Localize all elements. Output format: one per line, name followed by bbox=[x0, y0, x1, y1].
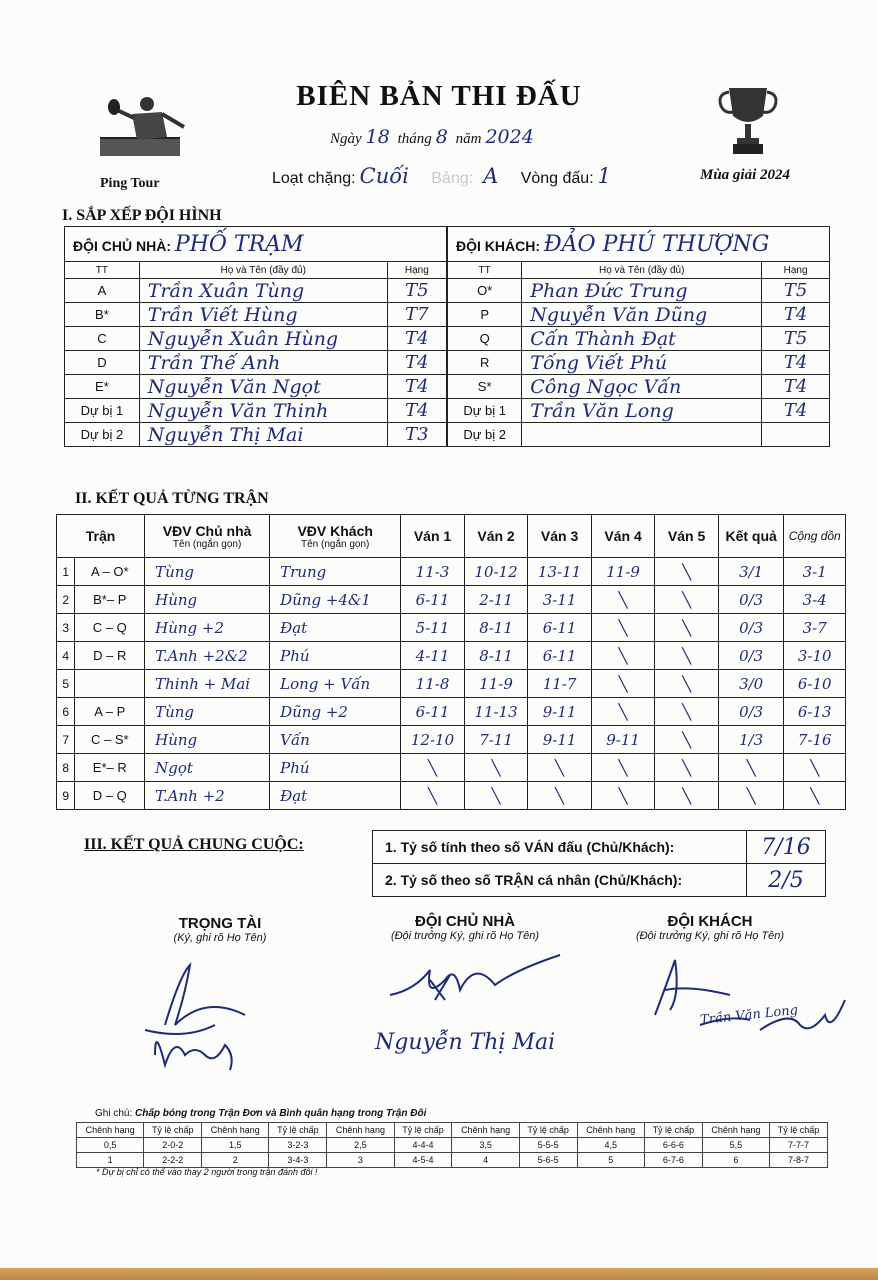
score-g3: 6-11 bbox=[528, 614, 592, 642]
lineup-row bbox=[65, 327, 830, 351]
score-g4 bbox=[591, 698, 655, 726]
score-g3: 3-11 bbox=[528, 586, 592, 614]
home-signature-block: ĐỘI CHỦ NHÀ (Đội trưởng Ký, ghi rõ Họ Tên) bbox=[390, 913, 540, 942]
table-surface bbox=[0, 1268, 878, 1280]
empty-mark: ╲ bbox=[618, 674, 628, 693]
score-g5 bbox=[655, 698, 719, 726]
handicap-cell: 4,5 bbox=[577, 1138, 644, 1153]
match-number: 7 bbox=[57, 726, 75, 754]
score-g3 bbox=[528, 782, 592, 810]
round-value: 1 bbox=[597, 164, 612, 188]
lineup-table: ĐỘI CHỦ NHÀ: PHỐ TRẠM ĐỘI KHÁCH: ĐẢO PHÚ THƯỢNG TT Họ và Tên (đầy đủ) Hạng TT Họ và Tên (đầy đủ) Hạng A Trần Xuân Tùng T5 O* Phan Đức Trung T5 B* Trần Viết Hùng T7 P Nguyễn Văn Dũng T4 C Nguyễn Xuân Hùng T4 Q Cấn Thành Đạt T5 D Trần Thế Anh T4 R Tống Viết Phú T4 E* Nguyễn Văn Ngọt T4 S* Công Ngọc Vấn T4 Dự bị 1 Nguyễn Văn Thinh T4 Dự bị 1 Trần Văn Long T4 Dự bị 2 Nguyễn Thị Mai T3 Dự bị 2 bbox=[64, 226, 830, 447]
score-c: 7-16 bbox=[784, 726, 846, 754]
score-r bbox=[718, 754, 784, 782]
score-c bbox=[784, 782, 846, 810]
empty-mark: ╲ bbox=[491, 786, 501, 805]
season-label: Mùa giải 2024 bbox=[700, 167, 791, 183]
away-slot: R bbox=[447, 351, 522, 375]
home-player-rank: T7 bbox=[387, 303, 447, 327]
score-g2: 10-12 bbox=[464, 558, 528, 586]
rank-diff-header: Chênh hạng bbox=[577, 1123, 644, 1138]
score-g1: 6-11 bbox=[401, 698, 465, 726]
away-player-name bbox=[522, 423, 762, 447]
handicap-cell: 2 bbox=[202, 1153, 269, 1168]
notes-caption: Chấp bóng trong Trận Đơn và Bình quân hạng trong Trận Đôi bbox=[135, 1108, 427, 1119]
score-r bbox=[718, 782, 784, 810]
final-games-value: 7/16 bbox=[747, 831, 826, 864]
score-g2: 8-11 bbox=[464, 614, 528, 642]
score-g2: 8-11 bbox=[464, 642, 528, 670]
home-player-short: Ngọt bbox=[145, 754, 270, 782]
score-r: 0/3 bbox=[718, 698, 784, 726]
home-team-name: PHỐ TRẠM bbox=[174, 231, 304, 257]
logo-text: Ping Tour bbox=[100, 176, 160, 191]
lineup-row bbox=[65, 303, 830, 327]
handicap-cell: 1,5 bbox=[202, 1138, 269, 1153]
empty-mark: ╲ bbox=[682, 730, 692, 749]
away-player-short: Trung bbox=[270, 558, 401, 586]
away-player-rank: T4 bbox=[762, 399, 830, 423]
handicap-header-row bbox=[77, 1123, 828, 1138]
handicap-cell: 5-6-5 bbox=[519, 1153, 577, 1168]
home-player-rank: T4 bbox=[387, 351, 447, 375]
handicap-row bbox=[77, 1138, 828, 1153]
lineup-section-title: I. SẮP XẾP ĐỘI HÌNH bbox=[62, 207, 222, 224]
match-pairing: C – S* bbox=[75, 726, 145, 754]
day-value: 18 bbox=[365, 126, 390, 148]
handicap-row bbox=[77, 1153, 828, 1168]
away-captain-name: Trần Văn Long bbox=[699, 1002, 799, 1029]
home-player-rank: T4 bbox=[387, 375, 447, 399]
score-r: 3/1 bbox=[718, 558, 784, 586]
table-value: A bbox=[483, 164, 499, 188]
score-g4 bbox=[591, 782, 655, 810]
score-g4 bbox=[591, 670, 655, 698]
score-g1: 11-3 bbox=[401, 558, 465, 586]
match-row bbox=[57, 614, 846, 642]
home-player-name: Trần Xuân Tùng bbox=[139, 279, 387, 303]
score-g2 bbox=[464, 754, 528, 782]
match-number: 8 bbox=[57, 754, 75, 782]
match-row bbox=[57, 698, 846, 726]
empty-mark: ╲ bbox=[810, 786, 820, 805]
match-pairing: C – Q bbox=[75, 614, 145, 642]
away-player-short: Long + Vấn bbox=[270, 670, 401, 698]
home-player-name: Nguyễn Văn Ngọt bbox=[139, 375, 387, 399]
score-g4 bbox=[591, 754, 655, 782]
match-number: 3 bbox=[57, 614, 75, 642]
handicap-cell: 7-8-7 bbox=[770, 1153, 828, 1168]
score-r: 0/3 bbox=[718, 614, 784, 642]
home-player-name: Nguyễn Thị Mai bbox=[139, 423, 387, 447]
rank-diff-header: Chênh hạng bbox=[77, 1123, 144, 1138]
match-number: 4 bbox=[57, 642, 75, 670]
handicap-cell: 1 bbox=[77, 1153, 144, 1168]
score-g4 bbox=[591, 614, 655, 642]
away-player-rank: T5 bbox=[762, 327, 830, 351]
stage-value: Cuối bbox=[359, 164, 409, 188]
score-c: 3-7 bbox=[784, 614, 846, 642]
match-row bbox=[57, 782, 846, 810]
handicap-header: Tỷ lệ chấp bbox=[269, 1123, 327, 1138]
handicap-header: Tỷ lệ chấp bbox=[394, 1123, 452, 1138]
home-player-name: Trần Thế Anh bbox=[139, 351, 387, 375]
home-player-name: Nguyễn Văn Thinh bbox=[139, 399, 387, 423]
score-g2: 7-11 bbox=[464, 726, 528, 754]
away-player-name: Phan Đức Trung bbox=[522, 279, 762, 303]
rank-diff-header: Chênh hạng bbox=[702, 1123, 769, 1138]
lineup-row bbox=[65, 351, 830, 375]
score-c bbox=[784, 754, 846, 782]
score-g4 bbox=[591, 586, 655, 614]
home-player-rank: T4 bbox=[387, 327, 447, 351]
year-value: 2024 bbox=[485, 126, 534, 148]
rank-diff-header: Chênh hạng bbox=[452, 1123, 519, 1138]
referee-signature bbox=[125, 955, 265, 1075]
score-g3: 6-11 bbox=[528, 642, 592, 670]
score-g3: 9-11 bbox=[528, 726, 592, 754]
score-g5 bbox=[655, 558, 719, 586]
away-player-rank: T4 bbox=[762, 303, 830, 327]
away-player-rank: T4 bbox=[762, 375, 830, 399]
empty-mark: ╲ bbox=[682, 702, 692, 721]
away-player-short: Đạt bbox=[270, 614, 401, 642]
away-player-short: Phú bbox=[270, 754, 401, 782]
score-g4: 9-11 bbox=[591, 726, 655, 754]
home-slot: Dự bị 2 bbox=[65, 423, 140, 447]
match-pairing: B*– P bbox=[75, 586, 145, 614]
home-player-short: Hùng bbox=[145, 726, 270, 754]
empty-mark: ╲ bbox=[682, 758, 692, 777]
rank-diff-header: Chênh hạng bbox=[327, 1123, 394, 1138]
score-g1: 6-11 bbox=[401, 586, 465, 614]
handicap-cell: 4 bbox=[452, 1153, 519, 1168]
match-number: 5 bbox=[57, 670, 75, 698]
away-signature-block: ĐỘI KHÁCH (Đội trưởng Ký, ghi rõ Họ Tên) bbox=[635, 913, 785, 942]
match-pairing: A – O* bbox=[75, 558, 145, 586]
handicap-cell: 4-5-4 bbox=[394, 1153, 452, 1168]
home-slot: D bbox=[65, 351, 140, 375]
lineup-row bbox=[65, 279, 830, 303]
home-player-rank: T4 bbox=[387, 399, 447, 423]
match-number: 2 bbox=[57, 586, 75, 614]
score-g1 bbox=[401, 782, 465, 810]
handicap-cell: 4-4-4 bbox=[394, 1138, 452, 1153]
handicap-cell: 2-0-2 bbox=[144, 1138, 202, 1153]
score-g3: 11-7 bbox=[528, 670, 592, 698]
home-signature bbox=[385, 950, 565, 1010]
final-score-table bbox=[372, 830, 826, 897]
score-g5 bbox=[655, 642, 719, 670]
match-row bbox=[57, 726, 846, 754]
match-pairing: D – R bbox=[75, 642, 145, 670]
score-g1: 12-10 bbox=[401, 726, 465, 754]
match-pairing bbox=[75, 670, 145, 698]
handicap-cell: 3,5 bbox=[452, 1138, 519, 1153]
home-player-short: Hùng bbox=[145, 586, 270, 614]
home-player-name: Trần Viết Hùng bbox=[139, 303, 387, 327]
score-r: 3/0 bbox=[718, 670, 784, 698]
away-slot: O* bbox=[447, 279, 522, 303]
notes-footnote: * Dự bị chỉ có thể vào thay 2 người trong trận đánh đôi ! bbox=[96, 1167, 318, 1177]
home-player-rank: T5 bbox=[387, 279, 447, 303]
results-section-title: II. KẾT QUẢ TỪNG TRẬN bbox=[75, 490, 269, 507]
home-player-short: T.Anh +2 bbox=[145, 782, 270, 810]
empty-mark: ╲ bbox=[682, 562, 692, 581]
away-slot: Dự bị 2 bbox=[447, 423, 522, 447]
score-g5 bbox=[655, 614, 719, 642]
home-player-short: Thinh + Mai bbox=[145, 670, 270, 698]
match-number: 1 bbox=[57, 558, 75, 586]
lineup-row bbox=[65, 423, 830, 447]
handicap-cell: 6-7-6 bbox=[644, 1153, 702, 1168]
referee-signature-block: TRỌNG TÀI (Ký, ghi rõ Họ Tên) bbox=[173, 915, 267, 944]
score-g5 bbox=[655, 586, 719, 614]
handicap-cell: 2-2-2 bbox=[144, 1153, 202, 1168]
final-matches-value: 2/5 bbox=[747, 864, 826, 897]
score-g3: 13-11 bbox=[528, 558, 592, 586]
home-player-short: Tùng bbox=[145, 558, 270, 586]
home-player-rank: T3 bbox=[387, 423, 447, 447]
date-line: Ngày 18 tháng 8 năm 2024 bbox=[330, 126, 534, 148]
empty-mark: ╲ bbox=[618, 758, 628, 777]
score-c: 6-10 bbox=[784, 670, 846, 698]
handicap-cell: 6 bbox=[702, 1153, 769, 1168]
month-value: 8 bbox=[435, 126, 448, 148]
page-title: BIÊN BẢN THI ĐẤU bbox=[296, 80, 582, 112]
match-row bbox=[57, 670, 846, 698]
rank-diff-header: Chênh hạng bbox=[202, 1123, 269, 1138]
away-slot: Q bbox=[447, 327, 522, 351]
away-team-name: ĐẢO PHÚ THƯỢNG bbox=[543, 231, 770, 257]
away-player-name: Công Ngọc Vấn bbox=[522, 375, 762, 399]
empty-mark: ╲ bbox=[491, 758, 501, 777]
home-captain-name: Nguyễn Thị Mai bbox=[375, 1030, 556, 1055]
match-number: 9 bbox=[57, 782, 75, 810]
score-g2: 11-13 bbox=[464, 698, 528, 726]
away-player-short: Phú bbox=[270, 642, 401, 670]
score-g4: 11-9 bbox=[591, 558, 655, 586]
score-g5 bbox=[655, 782, 719, 810]
empty-mark: ╲ bbox=[428, 786, 438, 805]
score-c: 3-10 bbox=[784, 642, 846, 670]
away-player-name: Nguyễn Văn Dũng bbox=[522, 303, 762, 327]
score-g5 bbox=[655, 754, 719, 782]
score-g1: 4-11 bbox=[401, 642, 465, 670]
score-r: 0/3 bbox=[718, 642, 784, 670]
away-slot: Dự bị 1 bbox=[447, 399, 522, 423]
handicap-cell: 0,5 bbox=[77, 1138, 144, 1153]
final-section-title: III. KẾT QUẢ CHUNG CUỘC: bbox=[84, 836, 304, 853]
empty-mark: ╲ bbox=[618, 590, 628, 609]
empty-mark: ╲ bbox=[618, 646, 628, 665]
score-g1 bbox=[401, 754, 465, 782]
home-slot: B* bbox=[65, 303, 140, 327]
score-c: 6-13 bbox=[784, 698, 846, 726]
away-player-short: Vấn bbox=[270, 726, 401, 754]
away-player-name: Trần Văn Long bbox=[522, 399, 762, 423]
handicap-cell: 6-6-6 bbox=[644, 1138, 702, 1153]
score-c: 3-1 bbox=[784, 558, 846, 586]
handicap-cell: 5 bbox=[577, 1153, 644, 1168]
home-slot: A bbox=[65, 279, 140, 303]
score-g5 bbox=[655, 670, 719, 698]
empty-mark: ╲ bbox=[555, 758, 565, 777]
score-g2: 2-11 bbox=[464, 586, 528, 614]
notes-label: Ghi chú: Chấp bóng trong Trận Đơn và Bình quân hạng trong Trận Đôi bbox=[95, 1108, 427, 1119]
empty-mark: ╲ bbox=[555, 786, 565, 805]
match-row bbox=[57, 754, 846, 782]
score-g3: 9-11 bbox=[528, 698, 592, 726]
away-player-short: Đạt bbox=[270, 782, 401, 810]
empty-mark: ╲ bbox=[682, 590, 692, 609]
empty-mark: ╲ bbox=[618, 618, 628, 637]
away-player-rank: T5 bbox=[762, 279, 830, 303]
match-row bbox=[57, 642, 846, 670]
match-row bbox=[57, 586, 846, 614]
handicap-cell: 3-2-3 bbox=[269, 1138, 327, 1153]
match-row bbox=[57, 558, 846, 586]
home-player-name: Nguyễn Xuân Hùng bbox=[139, 327, 387, 351]
handicap-header: Tỷ lệ chấp bbox=[144, 1123, 202, 1138]
away-signature bbox=[650, 955, 850, 1050]
empty-mark: ╲ bbox=[746, 786, 756, 805]
away-player-rank bbox=[762, 423, 830, 447]
lineup-row bbox=[65, 399, 830, 423]
home-player-short: Tùng bbox=[145, 698, 270, 726]
handicap-header: Tỷ lệ chấp bbox=[644, 1123, 702, 1138]
handicap-table bbox=[76, 1122, 828, 1168]
score-g3 bbox=[528, 754, 592, 782]
match-pairing: E*– R bbox=[75, 754, 145, 782]
empty-mark: ╲ bbox=[682, 674, 692, 693]
final-games-label: 1. Tỷ số tính theo số VÁN đấu (Chủ/Khách): bbox=[373, 831, 747, 864]
empty-mark: ╲ bbox=[618, 786, 628, 805]
handicap-cell: 3 bbox=[327, 1153, 394, 1168]
handicap-cell: 2,5 bbox=[327, 1138, 394, 1153]
handicap-cell: 3-4-3 bbox=[269, 1153, 327, 1168]
handicap-cell: 5-5-5 bbox=[519, 1138, 577, 1153]
empty-mark: ╲ bbox=[618, 702, 628, 721]
lineup-row bbox=[65, 375, 830, 399]
away-slot: S* bbox=[447, 375, 522, 399]
home-slot: E* bbox=[65, 375, 140, 399]
handicap-cell: 5,5 bbox=[702, 1138, 769, 1153]
away-player-rank: T4 bbox=[762, 351, 830, 375]
home-slot: C bbox=[65, 327, 140, 351]
table-label: Bảng: bbox=[431, 170, 474, 187]
score-g1: 11-8 bbox=[401, 670, 465, 698]
away-player-short: Dũng +2 bbox=[270, 698, 401, 726]
empty-mark: ╲ bbox=[682, 646, 692, 665]
away-player-name: Tống Viết Phú bbox=[522, 351, 762, 375]
empty-mark: ╲ bbox=[746, 758, 756, 777]
home-player-short: T.Anh +2&2 bbox=[145, 642, 270, 670]
handicap-cell: 7-7-7 bbox=[770, 1138, 828, 1153]
away-slot: P bbox=[447, 303, 522, 327]
score-c: 3-4 bbox=[784, 586, 846, 614]
empty-mark: ╲ bbox=[810, 758, 820, 777]
match-pairing: A – P bbox=[75, 698, 145, 726]
results-table: Trận VĐV Chủ nhà Tên (ngắn gọn) VĐV Khách Tên (ngắn gọn) Ván 1 Ván 2 Ván 3 Ván 4 Ván 5 Kết quả Cộng dồn 1 A – O* Tùng Trung 11-3 10-12 13-11 11-9 ╲ 3/1 3-1 2 B*– P Hùng Dũng +4&1 6-11 2-11 3-11 ╲ ╲ 0/3 3-4 3 C – Q Hùng +2 Đạt 5-11 8-11 6-11 ╲ ╲ 0/3 3-7 4 D – R T.Anh +2&2 Phú 4-11 8-11 6-11 ╲ ╲ 0/3 3-10 5 Thinh + Mai Long + Vấn 11-8 11-9 11-7 ╲ ╲ 3/0 6-10 6 A – P Tùng Dũng +2 6-11 11-13 9-11 ╲ ╲ 0/3 6-13 7 C – S* Hùng Vấn 12-10 7-11 9-11 9-11 ╲ 1/3 7-16 8 E*– R Ngọt Phú ╲ ╲ ╲ ╲ ╲ ╲ ╲ 9 D – Q T.Anh +2 Đạt ╲ ╲ ╲ ╲ ╲ ╲ ╲ bbox=[56, 514, 846, 810]
empty-mark: ╲ bbox=[682, 786, 692, 805]
score-g4 bbox=[591, 642, 655, 670]
empty-mark: ╲ bbox=[428, 758, 438, 777]
away-player-name: Cấn Thành Đạt bbox=[522, 327, 762, 351]
match-number: 6 bbox=[57, 698, 75, 726]
score-g1: 5-11 bbox=[401, 614, 465, 642]
score-g2: 11-9 bbox=[464, 670, 528, 698]
score-r: 1/3 bbox=[718, 726, 784, 754]
final-matches-label: 2. Tỷ số theo số TRẬN cá nhân (Chủ/Khách): bbox=[373, 864, 747, 897]
handicap-header: Tỷ lệ chấp bbox=[519, 1123, 577, 1138]
score-g5 bbox=[655, 726, 719, 754]
handicap-header: Tỷ lệ chấp bbox=[770, 1123, 828, 1138]
stage-line: Loạt chặng: Cuối Bảng: A Vòng đấu: 1 bbox=[272, 164, 612, 188]
match-pairing: D – Q bbox=[75, 782, 145, 810]
empty-mark: ╲ bbox=[682, 618, 692, 637]
away-player-short: Dũng +4&1 bbox=[270, 586, 401, 614]
home-slot: Dự bị 1 bbox=[65, 399, 140, 423]
home-player-short: Hùng +2 bbox=[145, 614, 270, 642]
score-r: 0/3 bbox=[718, 586, 784, 614]
score-g2 bbox=[464, 782, 528, 810]
